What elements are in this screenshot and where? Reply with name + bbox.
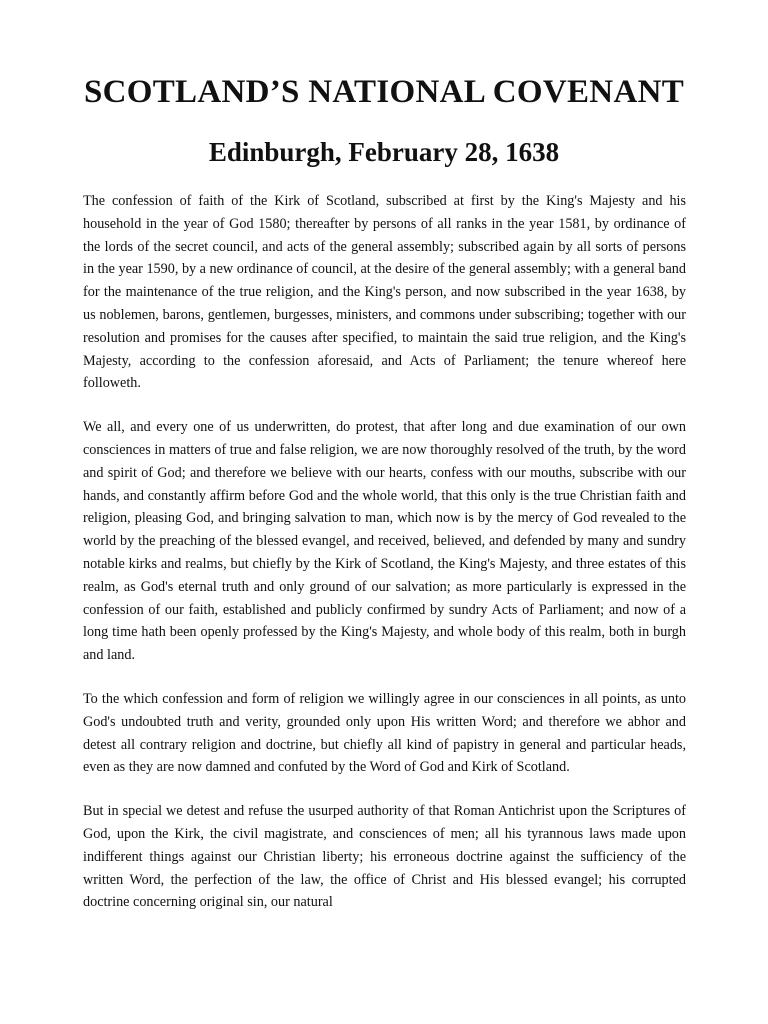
paragraph-4: But in special we detest and refuse the usurped authority of that Roman Antichrist upon the Scriptures of God, upon the Kirk, the civil magistrate, and consciences of men; all his tyrannous laws made upon indifferent things against our Christian liberty; his erroneous doctrine against the sufficiency of the written Word, the perfection of the law, the office of Christ and His blessed evangel; his corrupted doctrine concerning original sin, our natural <box>83 803 686 911</box>
document-subtitle: Edinburgh, February 28, 1638 <box>208 137 560 167</box>
paragraph-3: To the which confession and form of religion we willingly agree in our consciences in all points, as unto God's undoubted truth and verity, grounded only upon His written Word; and therefore we abhor and detest all contrary religion and doctrine, but chiefly all kind of papistry in general and particular heads, even as they are now damned and confuted by the Word of God and Kirk of Scotland. <box>83 690 686 776</box>
document-title: SCOTLAND’S NATIONAL COVENANT <box>83 74 685 110</box>
paragraph-2: We all, and every one of us underwritten, do protest, that after long and due examination of our own consciences in matters of true and false religion, we are now thoroughly resolved of the truth, by the word and spirit of God; and therefore we believe with our hearts, confess with our mouths, subscribe with our hands, and constantly affirm before God and the whole world, that this only is the true Christian faith and religion, pleasing God, and bringing salvation to man, which now is by the mercy of God revealed to the world by the preaching of the blessed evangel, and received, believed, and defended by many and sundry notable kirks and realms, but chiefly by the Kirk of Scotland, the King's Majesty, and three estates of this realm, as God's eternal truth and only ground of our salvation; as more particularly is expressed in the confession of our faith, established and publicly confirmed by sundry Acts of Parliament; and now of a long time hath been openly professed by the King's Majesty, and whole body of this realm, both in burgh and land. <box>83 419 686 664</box>
document-body <box>83 190 686 914</box>
paragraph-1: The confession of faith of the Kirk of Scotland, subscribed at first by the King's Majesty and his household in the year of God 1580; thereafter by persons of all ranks in the year 1581, by ordinance of the lords of the secret council, and acts of the general assembly; subscribed again by all sorts of persons in the year 1590, by a new ordinance of council, at the desire of the general assembly; with a general band for the maintenance of the true religion, and the King's person, and now subscribed in the year 1638, by us noblemen, barons, gentlemen, burgesses, ministers, and commons under subscribing; together with our resolution and promises for the causes after specified, to maintain the said true religion, and the King's Majesty, according to the confession aforesaid, and Acts of Parliament; the tenure whereof here followeth. <box>83 193 686 392</box>
